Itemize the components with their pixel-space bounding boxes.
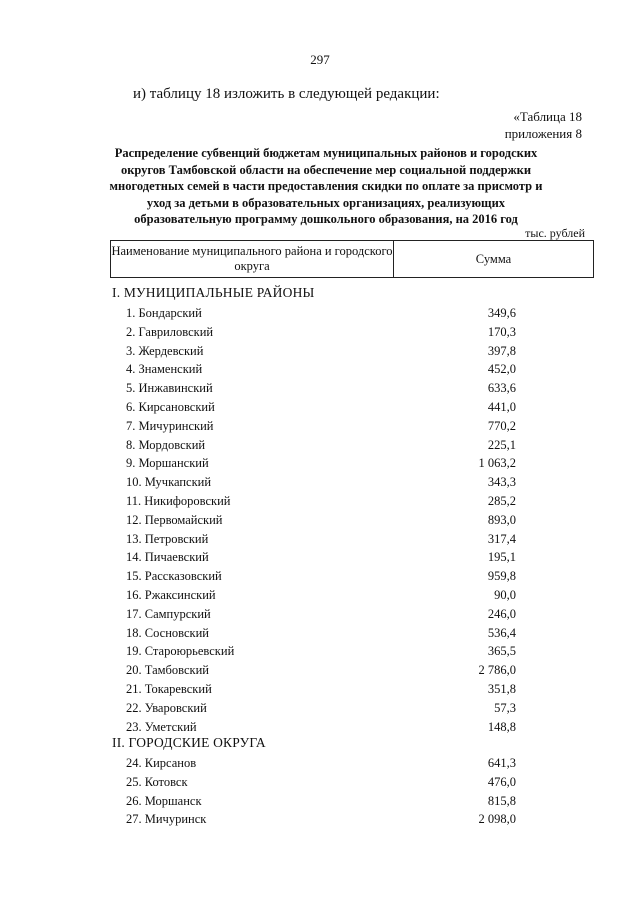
- row-value: 452,0: [487, 362, 516, 377]
- table-row: [112, 456, 516, 474]
- table-row: [112, 513, 516, 531]
- row-name: 1. Бондарский: [126, 306, 202, 320]
- row-name: 27. Мичуринск: [126, 812, 207, 827]
- units-label: тыс. рублей: [525, 226, 585, 240]
- section-title: II. ГОРОДСКИЕ ОКРУГА: [112, 735, 266, 750]
- table-row: [112, 812, 516, 830]
- row-value: 2 786,0: [478, 663, 516, 678]
- table-reference-line1: «Таблица 18: [513, 109, 582, 124]
- row-value: 365,5: [487, 644, 516, 659]
- table-row: [112, 588, 516, 606]
- row-name: 22. Уваровский: [126, 700, 207, 715]
- row-value: 476,0: [487, 774, 516, 789]
- row-name: 17. Сампурский: [126, 606, 211, 621]
- table-row: [112, 419, 516, 437]
- table-header: [110, 240, 594, 278]
- table-reference: [505, 108, 582, 142]
- table-row: [112, 794, 516, 812]
- row-value: 815,8: [487, 793, 516, 808]
- row-value: 246,0: [487, 606, 516, 621]
- row-value: 536,4: [487, 625, 516, 640]
- row-value: 893,0: [487, 512, 516, 527]
- row-name: 18. Сосновский: [126, 625, 209, 640]
- row-name: 23. Уметский: [126, 719, 197, 734]
- table-reference-line2: приложения 8: [504, 126, 582, 141]
- table-row: [112, 607, 516, 625]
- row-name: 24. Кирсанов: [126, 756, 197, 770]
- row-name: 15. Рассказовский: [126, 569, 222, 584]
- page-number: 297: [310, 52, 330, 67]
- table-row: [112, 344, 516, 362]
- row-name: 20. Тамбовский: [126, 663, 209, 678]
- row-value: 959,8: [487, 569, 516, 584]
- table-row: [112, 325, 516, 343]
- table-row: [112, 494, 516, 512]
- row-name: 21. Токаревский: [126, 682, 212, 696]
- row-value: 770,2: [487, 418, 516, 433]
- table-row: [112, 756, 516, 774]
- row-value: 343,3: [487, 475, 516, 490]
- row-name: 6. Кирсановский: [126, 400, 215, 414]
- row-value: 90,0: [494, 588, 516, 602]
- table-row: [112, 626, 516, 644]
- row-value: 349,6: [487, 306, 516, 320]
- row-value: 57,3: [494, 700, 516, 715]
- row-name: 5. Инжавинский: [126, 381, 213, 396]
- table-heading: Распределение субвенций бюджетам муниципальных районов и городских округов Тамбовской области на обеспечение мер социальной поддержки многодетных семей в части предоставления скидки по оплате за присмотр и уход за детьми в образовательных организациях, реализующих образовательную программу дошкольного образования, на 2016 год: [109, 146, 543, 226]
- row-name: 3. Жердевский: [126, 343, 204, 358]
- row-value: 285,2: [487, 494, 516, 508]
- table-row: [112, 644, 516, 662]
- row-value: 2 098,0: [478, 812, 516, 827]
- table-row: [112, 362, 516, 380]
- row-value: 1 063,2: [478, 456, 516, 471]
- row-name: 19. Староюрьевский: [126, 644, 235, 659]
- row-name: 16. Ржаксинский: [126, 588, 216, 602]
- row-value: 195,1: [487, 550, 516, 565]
- table-row: [112, 775, 516, 793]
- intro-text: и) таблицу 18 изложить в следующей редакции:: [133, 86, 440, 102]
- row-name: 4. Знаменский: [126, 362, 203, 377]
- row-name: 12. Первомайский: [126, 512, 223, 527]
- table-row: [112, 532, 516, 550]
- row-name: 8. Мордовский: [126, 437, 206, 452]
- row-value: 397,8: [487, 343, 516, 358]
- row-value: 317,4: [487, 531, 516, 546]
- row-value: 633,6: [487, 381, 516, 396]
- row-name: 2. Гавриловский: [126, 324, 214, 339]
- row-value: 441,0: [487, 400, 516, 414]
- row-name: 25. Котовск: [126, 774, 188, 789]
- row-value: 351,8: [487, 682, 516, 696]
- table-row: [112, 400, 516, 418]
- table-row: [112, 438, 516, 456]
- row-name: 9. Моршанский: [126, 456, 209, 471]
- row-name: 13. Петровский: [126, 531, 209, 546]
- table-row: [112, 701, 516, 719]
- row-value: 148,8: [487, 719, 516, 734]
- row-value: 225,1: [487, 437, 516, 452]
- table-row: [112, 663, 516, 681]
- table-row: [112, 569, 516, 587]
- table-row: [112, 682, 516, 700]
- row-name: 14. Пичаевский: [126, 550, 209, 565]
- row-name: 7. Мичуринский: [126, 418, 214, 433]
- row-value: 641,3: [487, 756, 516, 770]
- row-value: 170,3: [487, 324, 516, 339]
- table-row: [112, 550, 516, 568]
- row-name: 26. Моршанск: [126, 793, 202, 808]
- row-name: 10. Мучкапский: [126, 475, 212, 490]
- section-title: I. МУНИЦИПАЛЬНЫЕ РАЙОНЫ: [112, 285, 315, 300]
- table-row: [112, 306, 516, 324]
- row-name: 11. Никифоровский: [126, 494, 231, 508]
- table-row: [112, 475, 516, 493]
- column-header-sum: Сумма: [475, 251, 512, 266]
- column-header-name: Наименование муниципального района и городского округа: [111, 241, 394, 277]
- table-row: [112, 381, 516, 399]
